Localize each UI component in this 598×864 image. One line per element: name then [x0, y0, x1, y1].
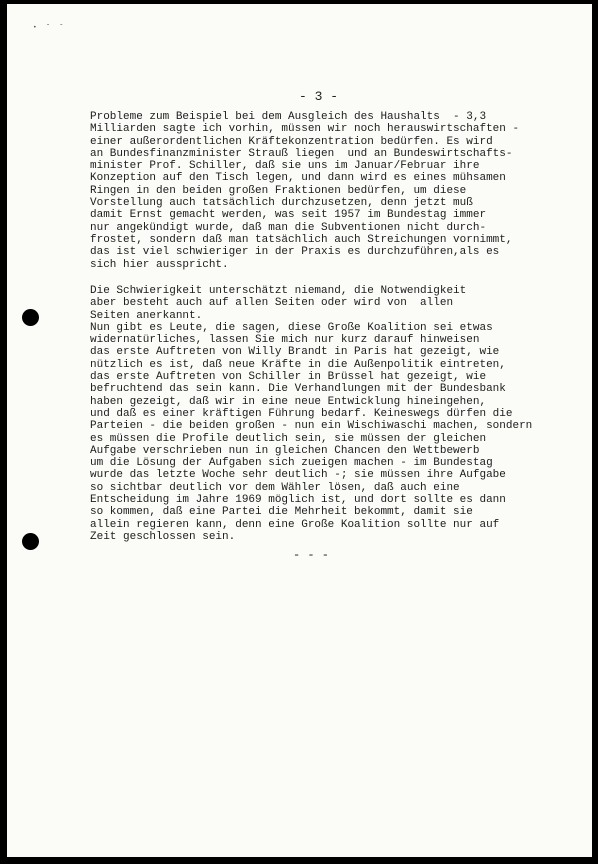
- page-number: - 3 -: [299, 89, 339, 104]
- document-page: [7, 4, 592, 857]
- body-paragraph: Probleme zum Beispiel bei dem Ausgleich des Haushalts - 3,3 Milliarden sagte ich vorhin, müssen wir noch herauswirtschaften - einer außerordentlichen Kräftekonzentration bedürfen. Es wird an Bundesfinanzminister Strauß liegen und an Bundeswirtschafts- minister Prof. Schiller, daß sie uns im Januar/Februar ihre Konzeption auf den Tisch legen, und dann wird es eines mühsamen Ringen in den beiden großen Fraktionen bedürfen, um diese Vorstellung auch tatsächlich durchzusetzen, denn jetzt muß damit Ernst gemacht werden, was seit 1957 im Bundestag immer nur angekündigt wurde, daß man die Subventionen nicht durch- frostet, sondern daß man tatsächlich auch Streichungen vornimmt, das ist viel schwieriger in der Praxis es durchzuführen,als es sich hier ausspricht.: [90, 111, 520, 271]
- end-mark: - - -: [293, 548, 330, 562]
- punch-hole: [22, 309, 39, 326]
- body-paragraph: Die Schwierigkeit unterschätzt niemand, die Notwendigkeit aber besteht auch auf allen Seiten oder wird von allen Seiten anerkannt. Nun gibt es Leute, die sagen, diese Große Koalition sei etwas widernatürliches, lassen Sie mich nur kurz darauf hinweisen das erste Auftreten von Willy Brandt in Paris hat gezeigt, wie nützlich es ist, daß neue Kräfte in die Außenpolitik eintreten, das erste Auftreten von Schiller in Brüssel hat gezeigt, wie befruchtend das sein kann. Die Verhandlungen mit der Bundesbank haben gezeigt, daß wir in eine neue Entwicklung hineingehen, und daß es einer kräftigen Führung bedarf. Keineswegs dürfen die Parteien - die beiden großen - nun ein Wischiwaschi machen, sondern es müssen die Profile deutlich sein, sie müssen der gleichen Aufgabe verschrieben nun in gleichen Chancen den Wettbewerb um die Lösung der Aufgaben sich zueigen machen - im Bundestag wurde das letzte Woche sehr deutlich -; sie müssen ihre Aufgabe so sichtbar deutlich vor dem Wähler lösen, daß auch eine Entscheidung im Jahre 1969 möglich ist, und dort sollte es dann so kommen, daß eine Partei die Mehrheit bekommt, damit sie allein regieren kann, denn eine Große Koalition sollte nur auf Zeit geschlossen sein.: [90, 285, 533, 543]
- punch-hole: [22, 533, 39, 550]
- header-marks: • ˜ ˜: [33, 24, 67, 31]
